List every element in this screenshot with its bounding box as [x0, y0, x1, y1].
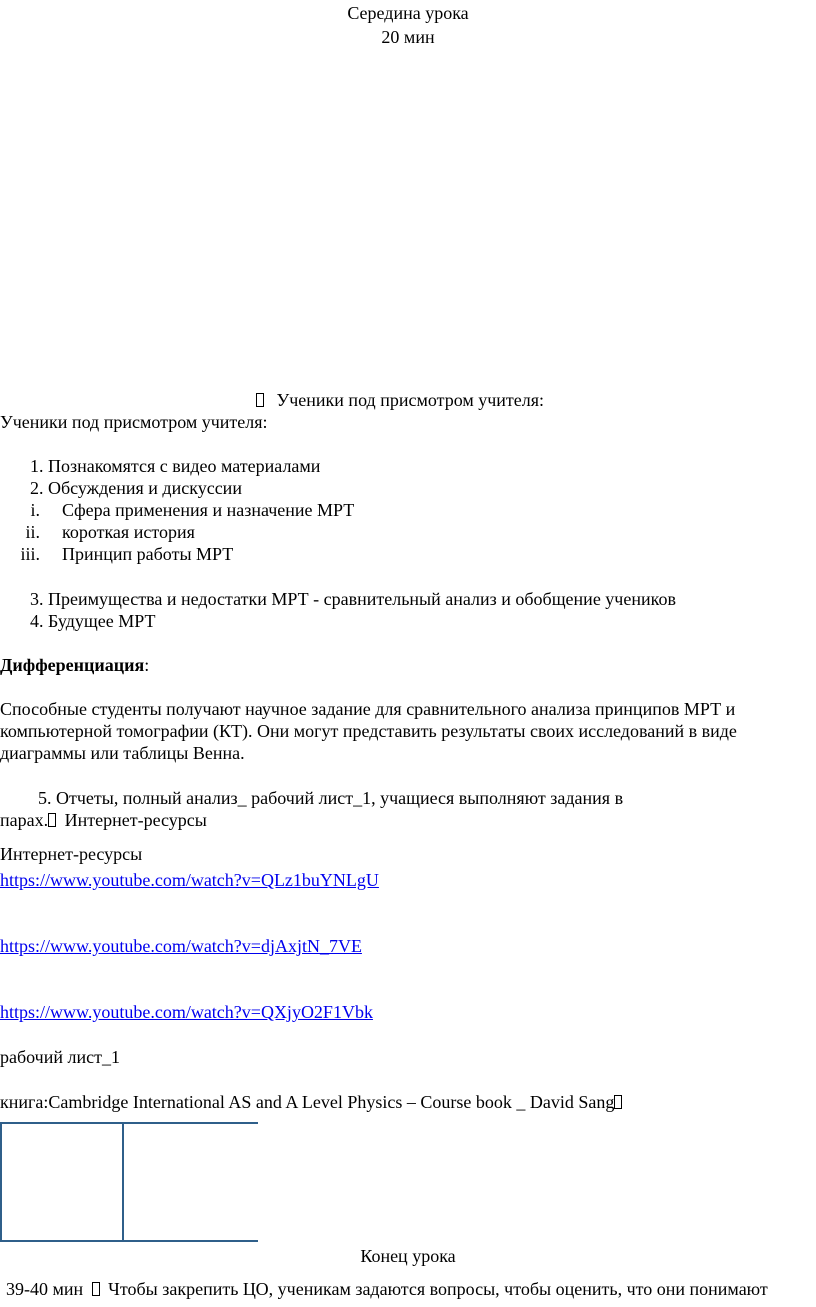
list-marker: i.	[30, 500, 40, 520]
list-marker: ii.	[25, 522, 40, 542]
list-text: Обсуждения и дискуссии	[48, 478, 242, 498]
list-text: Преимущества и недостатки МРТ - сравнительный анализ и обобщение учеников	[48, 589, 676, 609]
section-title: Середина урока	[347, 3, 469, 23]
end-title: Конец урока	[360, 1246, 456, 1266]
list-text: Сфера применения и назначение МРТ	[62, 500, 355, 520]
missing-glyph-icon	[48, 813, 56, 827]
list-item	[30, 455, 320, 477]
missing-glyph-icon	[256, 393, 264, 407]
end-text: Чтобы закрепить ЦО, ученикам задаются вопросы, чтобы оценить, что они понимают	[108, 1279, 768, 1299]
step5-line2-end: Интернет-ресурсы	[64, 810, 207, 830]
list-text: короткая история	[62, 522, 195, 542]
differentiation-line: компьютерной томографии (КТ). Они могут представить результаты своих исследований в виде	[0, 721, 737, 741]
end-duration: 39-40 мин	[6, 1279, 84, 1299]
differentiation-line: диаграммы или таблицы Венна.	[0, 743, 245, 763]
step5-line1: 5. Отчеты, полный анализ_ рабочий лист_1, учащиеся выполняют задания в	[38, 788, 624, 808]
list-text: Будущее МРТ	[48, 611, 156, 631]
differentiation-line: Способные студенты получают научное задание для сравнительного анализа принципов МРТ и	[0, 699, 736, 719]
resources-heading: Интернет-ресурсы	[0, 844, 143, 864]
sub-list-item	[0, 499, 355, 521]
worksheet-label: рабочий лист_1	[0, 1047, 120, 1067]
sub-list-item	[0, 543, 234, 565]
missing-glyph-icon	[92, 1282, 100, 1296]
missing-glyph-icon	[614, 1095, 622, 1109]
list-text: Принцип работы МРТ	[62, 544, 234, 564]
book-title: Cambridge International AS and A Level Physics – Course book _ David Sang	[48, 1092, 615, 1112]
book-reference	[0, 1091, 622, 1113]
table-border-bottom	[0, 1240, 258, 1242]
sub-list-item	[0, 521, 195, 543]
video-link[interactable]: https://www.youtube.com/watch?v=QLz1buYNLgU	[0, 870, 379, 890]
list-item	[30, 588, 676, 610]
students-heading: Ученики под присмотром учителя:	[0, 412, 268, 432]
students-heading-centered-text: Ученики под присмотром учителя:	[276, 390, 545, 410]
list-marker: iii.	[20, 544, 40, 564]
section-duration: 20 мин	[381, 27, 435, 47]
differentiation-heading	[0, 654, 149, 676]
table-border-left	[0, 1122, 2, 1242]
table-border-top	[0, 1122, 258, 1124]
book-label: книга:	[0, 1092, 49, 1112]
list-text: Познакомятся с видео материалами	[48, 456, 321, 476]
table-column-divider	[122, 1122, 124, 1242]
table-fragment	[0, 1122, 258, 1242]
differentiation-label: Дифференциация	[0, 655, 145, 675]
list-marker: 2.	[30, 478, 44, 498]
list-item	[30, 610, 155, 632]
differentiation-colon: :	[144, 655, 150, 675]
list-marker: 3.	[30, 589, 44, 609]
end-line	[6, 1278, 768, 1300]
step5-line2-start: парах.	[0, 810, 49, 830]
video-link[interactable]: https://www.youtube.com/watch?v=djAxjtN_7VE	[0, 936, 362, 956]
list-marker: 4.	[30, 611, 44, 631]
list-item	[30, 477, 242, 499]
students-heading-centered	[256, 389, 544, 411]
step5-line2	[0, 809, 207, 831]
list-marker: 1.	[30, 456, 44, 476]
video-link[interactable]: https://www.youtube.com/watch?v=QXjyO2F1Vbk	[0, 1002, 373, 1022]
